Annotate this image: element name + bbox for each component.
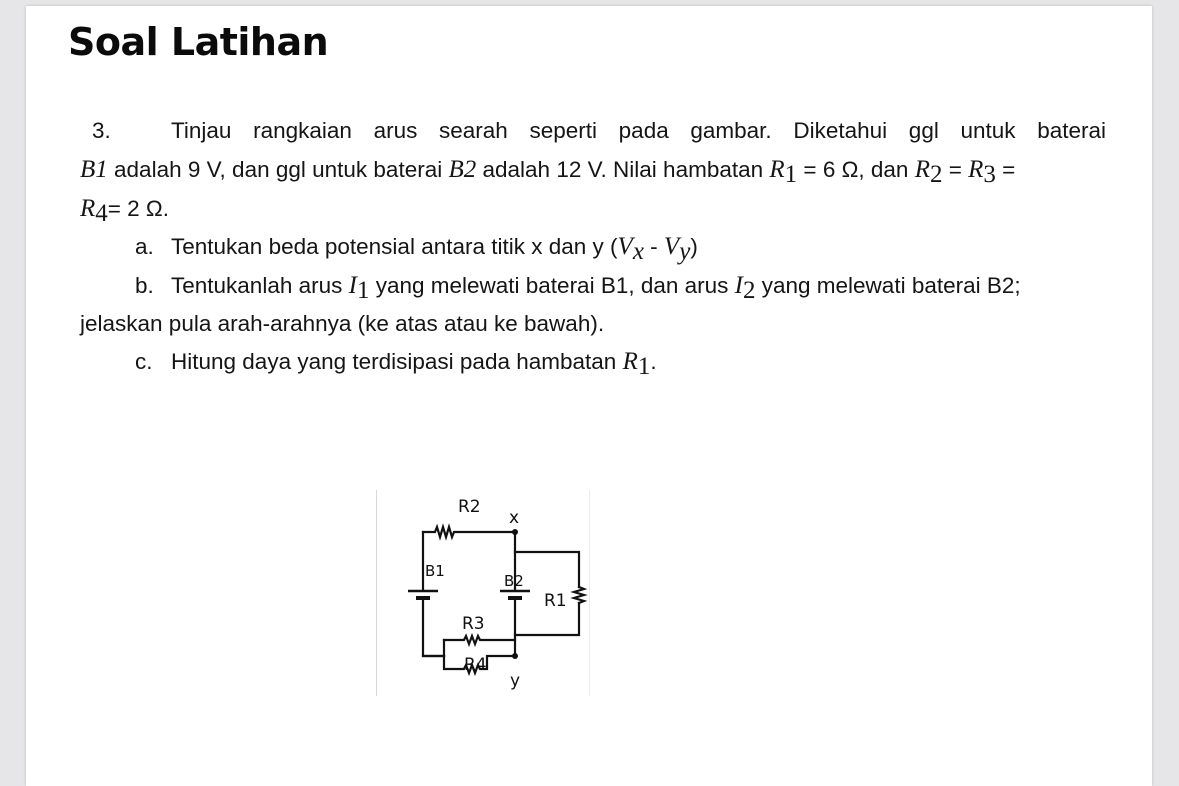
circuit-diagram [376,490,590,696]
item-b-marker: b. [135,273,154,298]
item-c-text: Hitung daya yang terdisipasi pada hambatan $R_1$. [171,348,657,380]
label-r4: R4 [464,655,487,675]
battery-b2-icon [500,591,530,598]
item-b-text: Tentukanlah arus $I_1$ yang melewati baterai B1, dan arus $I_2$ yang melewati baterai B2; [171,272,1021,304]
page-title: Soal Latihan [68,20,329,64]
battery-b2-symbol: B2 [448,156,477,183]
item-a-text: Tentukan beda potensial antara titik x dan y $(V_x - V_y)$ [171,233,698,265]
question-line-1: Tinjau rangkaian arus searah seperti pada gambar. Diketahui ggl untuk baterai [171,118,1106,143]
label-b1: B1 [425,562,445,580]
question-line-2: B1 adalah 9 V, dan ggl untuk baterai B2 adalah 12 V. Nilai hambatan $R_1 = 6$ Ω, dan $R_2 = R_3$ = [80,156,1016,188]
circuit-svg [377,490,589,696]
question-number: 3. [92,118,111,143]
question-line-3: $R_4= 2$ Ω. [80,195,170,227]
node-y-dot [512,653,518,659]
label-r3: R3 [462,614,485,634]
document-page [26,6,1152,786]
item-a-marker: a. [135,234,154,259]
item-c-marker: c. [135,349,153,374]
label-x: x [509,508,520,528]
battery-b1-icon [408,591,438,598]
item-b-text-continued: jelaskan pula arah-arahnya (ke atas atau ke bawah). [80,311,605,336]
battery-b1-symbol: B1 [80,156,108,183]
label-b2: B2 [504,572,524,590]
resistor-r2 [423,527,515,537]
resistor-r1 [574,587,584,603]
label-y: y [510,671,521,691]
resistor-r3 [444,636,515,644]
label-r2: R2 [458,497,481,517]
node-x-dot [512,529,518,535]
label-r1: R1 [544,591,567,611]
wire-left-bottom [423,601,444,656]
